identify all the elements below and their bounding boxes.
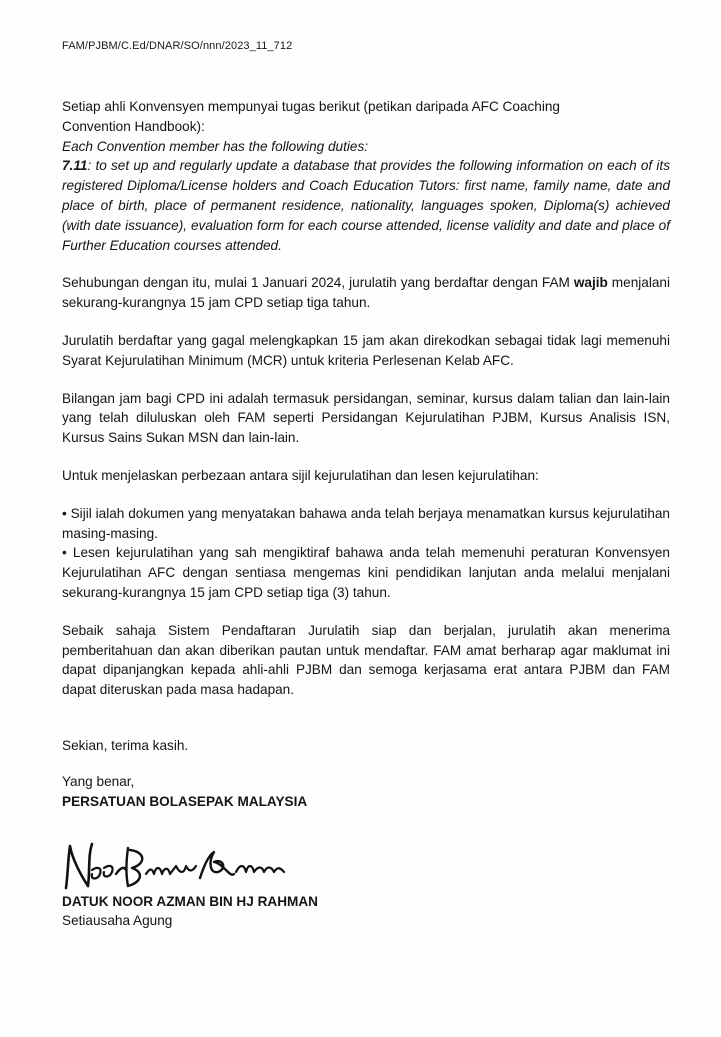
handbook-intro-line-1: Setiap ahli Konvensyen mempunyai tugas berikut (petikan daripada AFC Coaching: [62, 99, 560, 114]
cpd-emphasis: wajib: [573, 275, 608, 291]
paragraph-registration-system: Sebaik sahaja Sistem Pendaftaran Jurulatih siap dan berjalan, jurulatih akan menerima pemberitahuan dan akan diberikan pautan untuk mendaftar. FAM amat berharap agar maklumat ini dapat dipanjangkan kepada ahli-ahli PJBM dan semoga kerjasama erat antara PJBM dan FAM dapat diteruskan pada masa hadapan.: [62, 622, 670, 698]
signatory-name: DATUK NOOR AZMAN BIN HJ RAHMAN: [62, 894, 318, 909]
clause-text: : to set up and regularly update a database that provides the following information on each of its registered Diploma/License holders and Coach Education Tutors: first name, family name, date and place of birth, place of permanent residence, nationality, languages spoken, Diploma(s) achieved (with date issuance), evaluation form for each course attended, license validity and date and place of Further Education courses attended.: [62, 158, 670, 253]
sign-off: Yang benar,: [62, 774, 135, 789]
paragraph-difference-intro: Untuk menjelaskan perbezaan antara sijil kejurulatihan dan lesen kejurulatihan:: [62, 467, 539, 483]
reference-number: FAM/PJBM/C.Ed/DNAR/SO/nnn/2023_11_712: [62, 40, 293, 52]
clause-7-11: [62, 158, 670, 252]
cpd-text-after: menjalani sekurang-kurangnya 15 jam CPD setiap tiga tahun.: [62, 275, 670, 311]
bullet-license: • Lesen kejurulatihan yang sah mengiktiraf bahawa anda telah memenuhi peraturan Konvensyen Kejurulatihan AFC dengan sentiasa mengemas kini pendidikan lanjutan anda melalui menjalani sekurang-kurangnya 15 jam CPD setiap tiga (3) tahun.: [62, 545, 670, 600]
organization-name: PERSATUAN BOLASEPAK MALAYSIA: [62, 794, 308, 809]
handwritten-signature: [58, 838, 298, 898]
paragraph-mcr: Jurulatih berdaftar yang gagal melengkapkan 15 jam akan direkodkan sebagai tidak lagi memenuhi Syarat Kejurulatihan Minimum (MCR) untuk kriteria Perlesenan Kelab AFC.: [62, 332, 670, 368]
bullet-certificate: • Sijil ialah dokumen yang menyatakan bahawa anda telah berjaya menamatkan kursus kejurulatihan masing-masing.: [62, 505, 670, 541]
cpd-text-before: Sehubungan dengan itu, mulai 1 Januari 2024, jurulatih yang berdaftar dengan FAM: [62, 275, 574, 291]
paragraph-cpd-requirement: [62, 273, 670, 313]
letter-body: [62, 97, 670, 700]
english-duties-intro: Each Convention member has the following duties:: [62, 138, 369, 154]
signatory-title: Setiausaha Agung: [62, 913, 173, 928]
paragraph-cpd-hours: Bilangan jam bagi CPD ini adalah termasuk persidangan, seminar, kursus dalam talian dan lain-lain yang telah diluluskan oleh FAM seperti Persidangan Kejurulatihan PJBM, Kursus Analisis ISN, Kursus Sains Sukan MSN dan lain-lain.: [62, 390, 670, 446]
clause-number: 7.11: [62, 158, 88, 174]
paragraph-handbook-intro: [62, 97, 670, 255]
closing-line: Sekian, terima kasih.: [62, 738, 189, 753]
handbook-intro-line-2: Convention Handbook):: [62, 118, 205, 134]
